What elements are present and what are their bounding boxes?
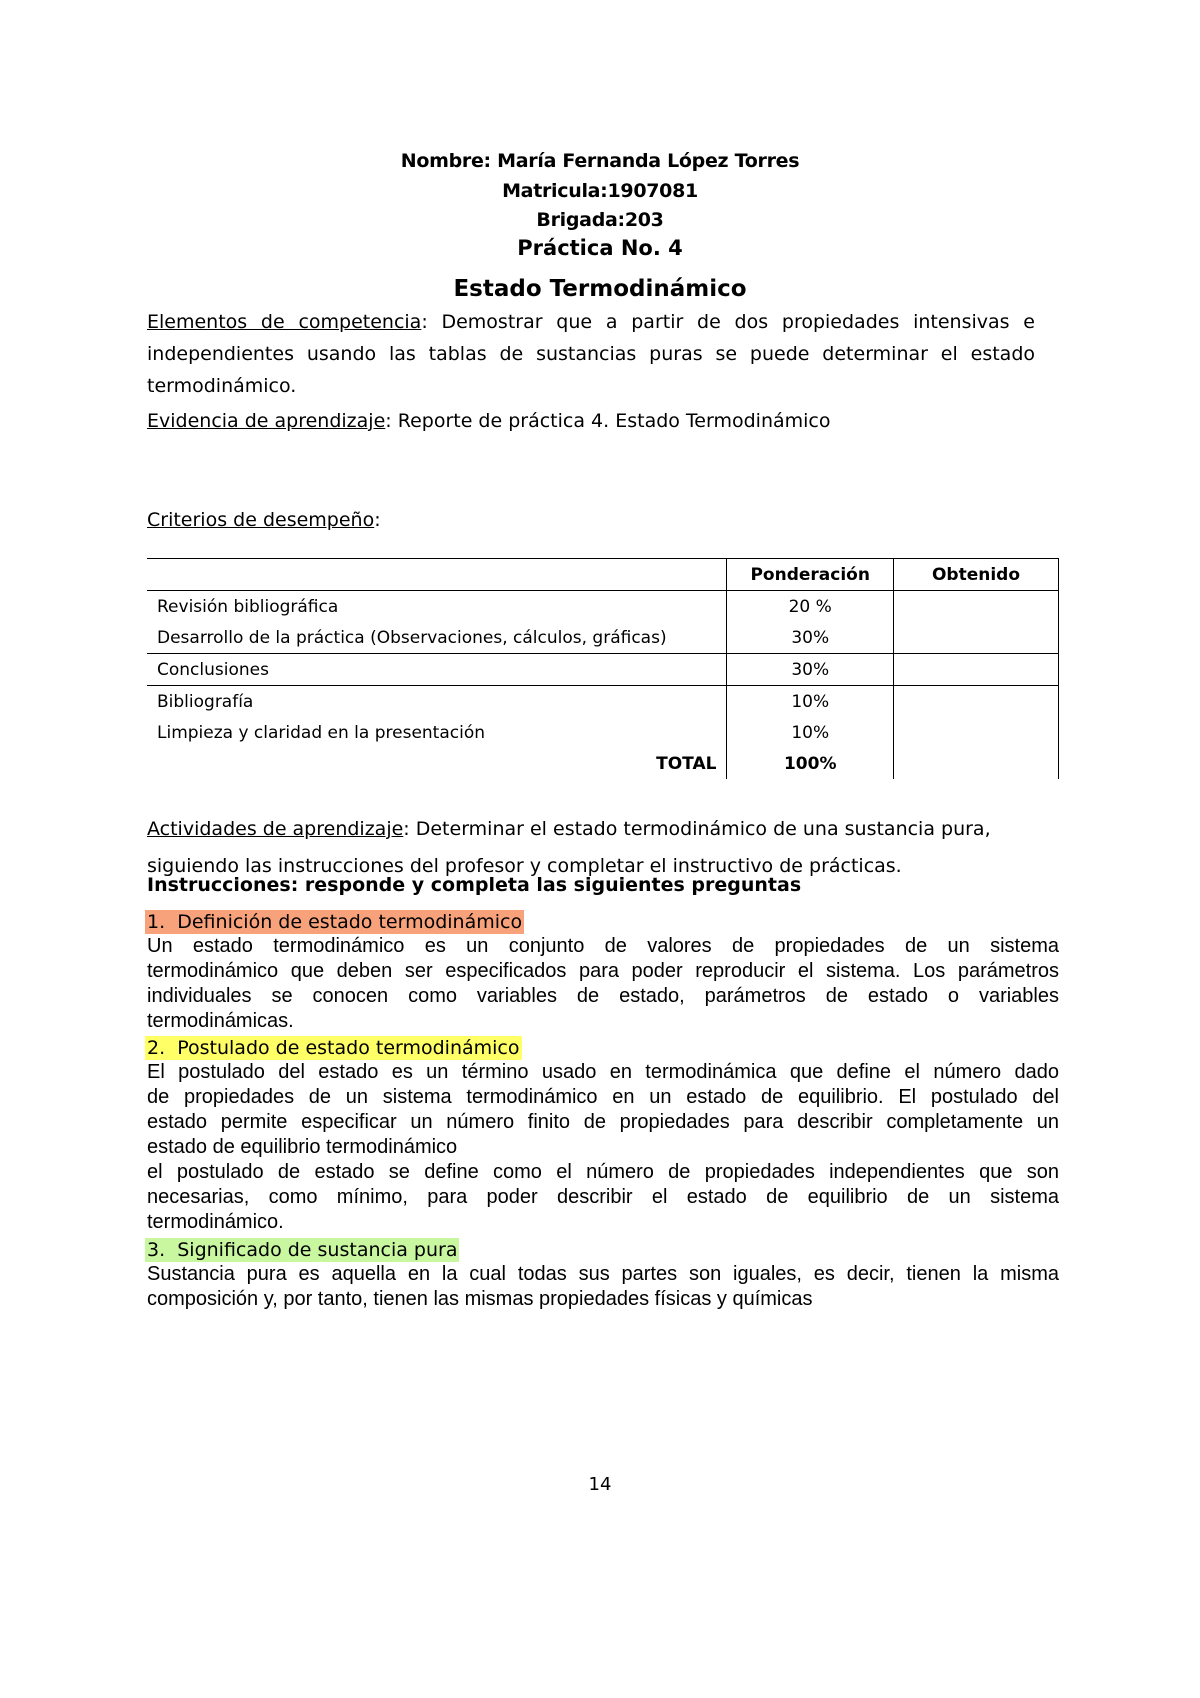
evidencia-label: Evidencia de aprendizaje <box>147 410 386 432</box>
table-row <box>147 686 1059 718</box>
competencia-line-2: independientes usando las tablas de sustancias puras se puede determinar el estado <box>147 343 1035 365</box>
answer-line: El postulado del estado es un término usado en termodinámica que define el número dado <box>147 1061 1059 1083</box>
practica-number: Práctica No. 4 <box>517 236 683 260</box>
question-2-answer <box>147 1060 1059 1235</box>
table-cell-obtenido[interactable] <box>893 622 1058 654</box>
evidencia-line <box>147 410 831 432</box>
table-cell-ponderacion: 10% <box>727 686 894 718</box>
question-3-number: 3. <box>147 1239 166 1261</box>
table-header-blank <box>147 559 727 591</box>
question-2-title: Postulado de estado termodinámico <box>177 1037 520 1059</box>
criterios-line <box>147 509 381 531</box>
table-cell-obtenido[interactable] <box>893 686 1058 718</box>
table-header-ponderacion: Ponderación <box>727 559 894 591</box>
page-number: 14 <box>588 1474 612 1495</box>
question-2-heading <box>145 1036 522 1060</box>
table-cell-ponderacion: 20 % <box>727 591 894 623</box>
actividades-line-2: siguiendo las instrucciones del profesor y completar el instructivo de prácticas. <box>147 855 902 877</box>
competencia-label: Elementos de competencia <box>147 311 422 333</box>
question-1-number: 1. <box>147 911 166 933</box>
student-name: Nombre: María Fernanda López Torres <box>400 150 800 172</box>
question-3-answer <box>147 1262 1059 1312</box>
table-cell-obtenido[interactable] <box>893 717 1058 748</box>
table-header-obtenido: Obtenido <box>893 559 1058 591</box>
evidencia-text: : Reporte de práctica 4. Estado Termodinámico <box>385 410 831 432</box>
answer-line: Sustancia pura es aquella en la cual todas sus partes son iguales, es decir, tienen la misma <box>147 1263 1059 1285</box>
table-cell-ponderacion: 10% <box>727 717 894 748</box>
question-3-heading <box>145 1238 459 1262</box>
answer-line: necesarias, como mínimo, para poder describir el estado de equilibrio de un sistema <box>147 1186 1059 1208</box>
competencia-line-1 <box>147 306 1035 338</box>
answer-line: termodinámico. <box>147 1211 284 1233</box>
total-label: TOTAL <box>656 753 717 774</box>
question-1-title: Definición de estado termodinámico <box>177 911 523 933</box>
table-cell-criterio: Revisión bibliográfica <box>157 596 339 617</box>
instrucciones-heading: Instrucciones: responde y completa las siguientes preguntas <box>147 874 802 896</box>
brigada: Brigada:203 <box>536 209 664 231</box>
criterios-suffix: : <box>374 509 381 531</box>
answer-line: individuales se conocen como variables de estado, parámetros de estado o variables <box>147 985 1059 1007</box>
table-row <box>147 622 1059 654</box>
answer-line: termodinámico que deben ser especificados para poder reproducir el sistema. Los parámetros <box>147 960 1059 982</box>
answer-line: el postulado de estado se define como el número de propiedades independientes que son <box>147 1161 1059 1183</box>
actividades-text-1: : Determinar el estado termodinámico de una sustancia pura, <box>403 818 991 840</box>
page-title: Estado Termodinámico <box>453 276 747 302</box>
question-3-title: Significado de sustancia pura <box>177 1239 458 1261</box>
matricula: Matricula:1907081 <box>502 180 698 202</box>
table-row <box>147 717 1059 748</box>
table-cell-ponderacion: 30% <box>727 654 894 686</box>
table-cell-ponderacion: 30% <box>727 622 894 654</box>
table-cell-obtenido[interactable] <box>893 591 1058 623</box>
answer-line: Un estado termodinámico es un conjunto de valores de propiedades de un sistema <box>147 935 1059 957</box>
question-1-heading <box>145 910 524 934</box>
total-value: 100% <box>727 748 894 779</box>
criterios-label: Criterios de desempeño <box>147 509 375 531</box>
table-cell-criterio: Desarrollo de la práctica (Observaciones, cálculos, gráficas) <box>147 622 727 654</box>
table-cell-criterio: Bibliografía <box>157 691 254 712</box>
question-1-answer <box>147 934 1059 1034</box>
table-header-row <box>147 559 1059 591</box>
answer-line: termodinámicas. <box>147 1010 294 1032</box>
total-obtenido[interactable] <box>893 748 1058 779</box>
competencia-text-1: : Demostrar que a partir de dos propiedades intensivas e <box>421 311 1035 333</box>
answer-line: composición y, por tanto, tienen las mismas propiedades físicas y químicas <box>147 1288 813 1310</box>
table-cell-criterio: Conclusiones <box>147 654 727 686</box>
actividades-label: Actividades de aprendizaje <box>147 818 404 840</box>
answer-line: estado permite especificar un número finito de propiedades para describir completamente un <box>147 1111 1059 1133</box>
table-row <box>147 654 1059 686</box>
table-row <box>147 591 1059 623</box>
table-cell-criterio: Limpieza y claridad en la presentación <box>157 722 486 743</box>
question-2-number: 2. <box>147 1037 166 1059</box>
criterios-table <box>147 558 1059 779</box>
answer-line: de propiedades de un sistema termodinámico en un estado de equilibrio. El postulado del <box>147 1086 1059 1108</box>
table-cell-obtenido[interactable] <box>893 654 1058 686</box>
table-total-row <box>147 748 1059 779</box>
actividades-line-1 <box>147 811 1053 848</box>
competencia-line-3: termodinámico. <box>147 375 297 397</box>
competencia-paragraph <box>147 306 1035 402</box>
answer-line: estado de equilibrio termodinámico <box>147 1136 458 1158</box>
